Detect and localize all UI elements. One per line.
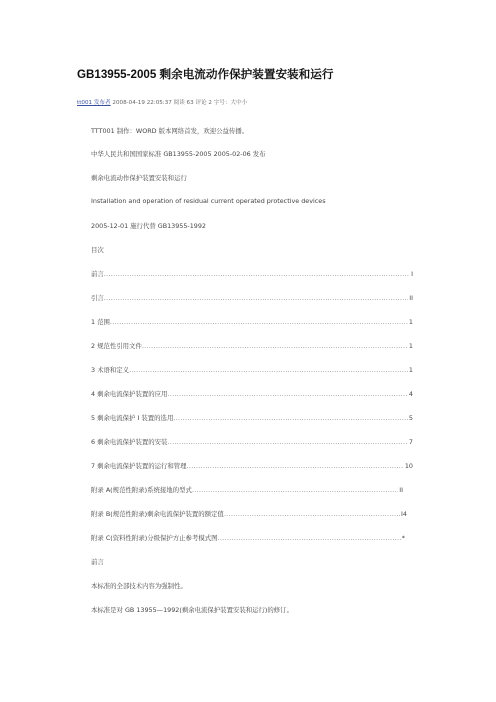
- contents-heading: 目次: [91, 246, 104, 254]
- toc-page: II: [399, 486, 403, 494]
- toc-entry: [91, 413, 413, 422]
- toc-entry: [91, 461, 413, 470]
- toc-entry: [91, 485, 403, 494]
- toc-label: 1 范围: [91, 318, 110, 326]
- toc-label: 5 剩余电流保护 I 装置的选用: [91, 414, 174, 422]
- toc-entry: [91, 317, 413, 326]
- toc-entry: [91, 293, 413, 302]
- foreword-heading: 前言: [91, 558, 104, 566]
- body-paragraph: 本标准的全部技术内容为强制性。: [91, 582, 187, 590]
- toc-label: 附录 A(规范性附录)系统接地的型式: [91, 486, 192, 494]
- toc-leader: [167, 438, 408, 446]
- toc-leader: [142, 342, 408, 350]
- toc-leader: [187, 462, 404, 470]
- toc-page: 1: [408, 342, 413, 350]
- toc-leader: [173, 414, 408, 422]
- post-meta: [77, 98, 247, 106]
- en-title-line: Installation and operation of residual current operated protective devices: [91, 197, 326, 205]
- toc-leader: [104, 270, 410, 278]
- toc-page: 5: [408, 414, 413, 422]
- toc-label: 附录 C(资料性附录)分级保护方止参考模式图: [91, 534, 218, 542]
- toc-leader: [192, 486, 398, 494]
- toc-leader: [224, 510, 400, 518]
- page-title: GB13955-2005 剩余电流动作保护装置安装和运行: [77, 68, 334, 81]
- toc-page: 1: [408, 318, 413, 326]
- toc-page: 4: [408, 390, 413, 398]
- post-info: 2008-04-19 22:05:37 阅读 63 评论 2 字号：大中小: [110, 100, 248, 106]
- toc-page: 10: [404, 462, 413, 470]
- toc-label: 2 规范性引用文件: [91, 342, 142, 350]
- toc-entry: [91, 533, 405, 542]
- toc-page: 7: [408, 438, 413, 446]
- toc-label: 3 术语和定义: [91, 366, 130, 374]
- toc-label: 6 剩余电流保护装置的安装: [91, 438, 168, 446]
- toc-entry: [91, 365, 413, 374]
- toc-label: 前言: [91, 270, 104, 278]
- toc-label: 附录 B(规范性附录)剩余电流保护装置的额定值: [91, 510, 224, 518]
- effective-line: 2005-12-01 施行代替 GB13955-1992: [91, 222, 207, 230]
- toc-leader: [110, 318, 408, 326]
- toc-entry: [91, 389, 413, 398]
- toc-entry: [91, 269, 413, 278]
- toc-page: I: [411, 270, 413, 278]
- toc-page: I4: [401, 510, 407, 518]
- toc-entry: [91, 437, 413, 446]
- toc-page: *: [401, 534, 405, 542]
- credit-line: TTT001 制作：WORD 版本网络首发，欢迎公益传播。: [91, 127, 249, 135]
- standard-line: 中华人民共和国国家标准 GB13955-2005 2005-02-06 发布: [91, 150, 266, 158]
- toc-entry: [91, 509, 407, 518]
- toc-leader: [104, 294, 408, 302]
- toc-leader: [167, 390, 408, 398]
- cn-title-line: 剩余电流动作保护装置安装和运行: [91, 174, 187, 182]
- toc-leader: [129, 366, 408, 374]
- toc-label: 7 剩余电流保护装置的运行和管理: [91, 462, 187, 470]
- toc-label: 4 剩余电流保护装置的应用: [91, 390, 168, 398]
- toc-leader: [218, 534, 401, 542]
- body-paragraph: 本标准是对 GB 13955—1992(剩余电流保护装置安装和运行)的修订。: [91, 606, 293, 614]
- toc-entry: [91, 341, 413, 350]
- toc-label: 引言: [91, 294, 104, 302]
- author-link[interactable]: tt001 发布者: [77, 100, 111, 106]
- toc-page: II: [409, 294, 413, 302]
- toc-page: 1: [408, 366, 413, 374]
